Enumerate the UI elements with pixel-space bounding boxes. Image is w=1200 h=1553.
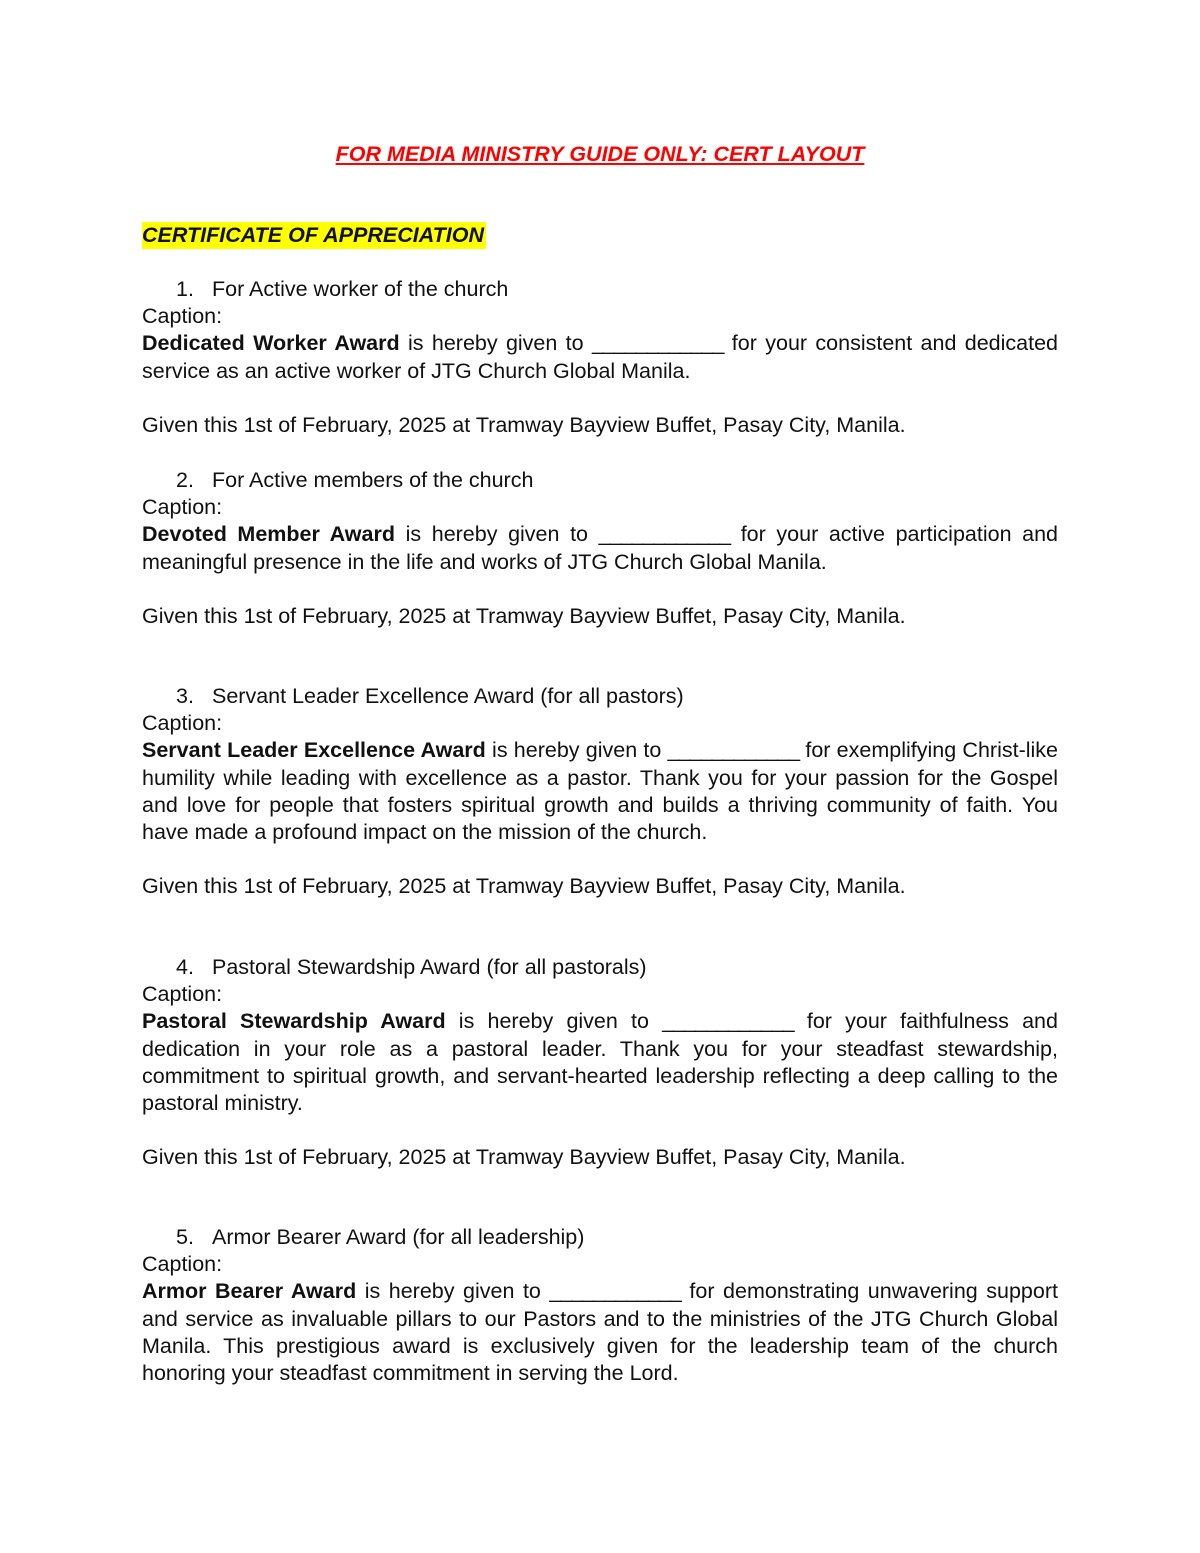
given-line: Given this 1st of February, 2025 at Tramway Bayview Buffet, Pasay City, Manila. [142,874,906,899]
award-section-1 [142,276,1058,439]
award-section-5 [142,1224,1058,1387]
caption-post: for exemplifying Christ-like humility while leading with excellence as a pastor. Thank you for your passion for the Gospel and love for people that fosters spiritual growth and builds a thriving community of faith. You have made a profound impact on the mission of the church. [142,738,1058,845]
caption-label: Caption: [142,495,223,520]
recipient-blank: ____________ [591,331,724,356]
caption-label: Caption: [142,304,223,329]
award-name: Armor Bearer Award [142,1279,357,1304]
award-item-label: For Active worker of the church [212,277,509,301]
caption-post: for demonstrating unwavering support and service as invaluable pillars to our Pastors and to the ministries of the JTG Church Global Manila. This prestigious award is exclusively given for the leadership team of the church honoring your steadfast commitment in serving the Lord. [142,1279,1058,1386]
list-number: 3. [176,684,194,708]
given-line: Given this 1st of February, 2025 at Tramway Bayview Buffet, Pasay City, Manila. [142,412,906,437]
caption-label: Caption: [142,1252,223,1277]
award-item-label: Servant Leader Excellence Award (for all pastors) [212,684,684,708]
given-line: Given this 1st of February, 2025 at Tramway Bayview Buffet, Pasay City, Manila. [142,603,906,628]
certificate-heading: CERTIFICATE OF APPRECIATION [142,222,486,249]
award-section-4 [142,954,1058,1171]
award-item-4 [176,954,1058,981]
list-number: 5. [176,1225,194,1249]
caption-label: Caption: [142,711,223,736]
caption-pre: is hereby given to [399,331,592,356]
given-line: Given this 1st of February, 2025 at Tramway Bayview Buffet, Pasay City, Manila. [142,1145,906,1170]
recipient-blank: ____________ [549,1279,681,1304]
award-name: Pastoral Stewardship Award [142,1009,446,1034]
list-number: 1. [176,277,194,301]
caption-post: for your faithfulness and dedication in your role as a pastoral leader. Thank you for your steadfast stewardship, commitment to spiritual growth, and servant-hearted leadership reflecting a deep calling to the pastoral ministry. [142,1009,1058,1116]
list-number: 4. [176,955,194,979]
document-title: FOR MEDIA MINISTRY GUIDE ONLY: CERT LAYOUT [335,142,865,166]
caption-pre: is hereby given to [395,522,599,547]
award-item-label: For Active members of the church [212,468,534,492]
award-caption [142,1278,1058,1387]
recipient-blank: ____________ [598,522,731,547]
award-caption [142,330,1058,384]
award-item-3 [176,683,1058,710]
award-item-5 [176,1224,1058,1251]
caption-post: for your active participation and meaningful presence in the life and works of JTG Church Global Manila. [142,522,1059,574]
award-caption [142,521,1058,575]
award-section-2 [142,467,1058,630]
award-item-2 [176,467,1058,494]
award-name: Servant Leader Excellence Award [142,738,486,763]
award-caption [142,1008,1058,1117]
award-caption [142,737,1058,846]
award-section-3 [142,683,1058,900]
award-name: Dedicated Worker Award [142,331,400,356]
caption-label: Caption: [142,982,223,1007]
award-item-label: Pastoral Stewardship Award (for all pastorals) [212,955,647,979]
award-name: Devoted Member Award [142,522,395,547]
caption-pre: is hereby given to [356,1279,550,1304]
recipient-blank: ____________ [662,1009,794,1034]
caption-pre: is hereby given to [445,1009,663,1034]
caption-pre: is hereby given to [485,738,668,763]
caption-post: for your consistent and dedicated service as an active worker of JTG Church Global Manila. [142,331,1059,383]
list-number: 2. [176,468,194,492]
recipient-blank: ____________ [667,738,800,763]
award-item-1 [176,276,1058,303]
award-item-label: Armor Bearer Award (for all leadership) [212,1225,585,1249]
